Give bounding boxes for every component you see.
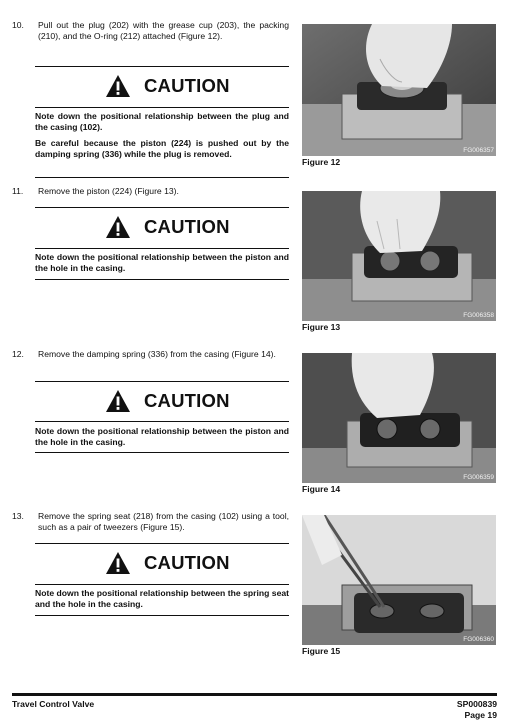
divider (35, 66, 289, 67)
caution-header (35, 549, 289, 583)
figure-code: FG006357 (463, 147, 494, 154)
warning-icon (105, 551, 131, 575)
caution-label: CAUTION (144, 552, 230, 573)
divider (35, 543, 289, 544)
caution-header (35, 387, 289, 421)
figure-caption: Figure 13 (302, 322, 341, 332)
figure-caption: Figure 14 (302, 484, 341, 494)
divider (35, 177, 289, 178)
step-text: Remove the piston (224) (Figure 13). (38, 186, 179, 196)
caution-note: Note down the positional relationship between the plug and the casing (102). (35, 111, 289, 132)
caution-note: Note down the positional relationship between the piston and the hole in the casing. (35, 252, 289, 273)
divider (35, 107, 289, 108)
divider (35, 452, 289, 453)
page-number: Page 19 (464, 710, 497, 720)
caution-header (35, 213, 289, 247)
figure-photo (302, 24, 496, 156)
divider (35, 207, 289, 208)
figure-caption: Figure 12 (302, 157, 341, 167)
caution-label: CAUTION (144, 216, 230, 237)
figure-code: FG006358 (463, 312, 494, 319)
divider (35, 584, 289, 585)
figure-caption: Figure 15 (302, 646, 341, 656)
figure-code: FG006359 (463, 474, 494, 481)
step-number: 12. (12, 349, 24, 359)
figure-code: FG006360 (463, 636, 494, 643)
divider (35, 421, 289, 422)
footer-section-title: Travel Control Valve (12, 699, 95, 709)
divider (35, 279, 289, 280)
step-text: Pull out the plug (202) with the grease cup (203), the packing (210), and the O-ring (212) attached (Figure 12). (38, 20, 289, 41)
warning-icon (105, 74, 131, 98)
step-text: Remove the damping spring (336) from the casing (Figure 14). (38, 349, 276, 359)
step-number: 11. (12, 186, 24, 196)
caution-note: Note down the positional relationship between the spring seat and the hole in the casing. (35, 588, 289, 609)
caution-note: Note down the positional relationship between the piston and the hole in the casing. (35, 426, 289, 447)
figure-photo (302, 353, 496, 483)
figure-photo (302, 515, 496, 645)
warning-icon (105, 389, 131, 413)
document-id: SP000839 (456, 699, 497, 709)
step-text: Remove the spring seat (218) from the casing (102) using a tool, such as a pair of tweezers (Figure 15). (38, 511, 289, 532)
step-number: 13. (12, 511, 24, 521)
divider (35, 615, 289, 616)
divider (35, 248, 289, 249)
divider (35, 381, 289, 382)
footer-page-info (457, 699, 497, 721)
figure-photo (302, 191, 496, 321)
caution-label: CAUTION (144, 390, 230, 411)
caution-note: Be careful because the piston (224) is pushed out by the damping spring (336) while the plug is removed. (35, 138, 289, 159)
caution-label: CAUTION (144, 75, 230, 96)
footer-rule (12, 693, 497, 696)
caution-header (35, 72, 289, 106)
step-number: 10. (12, 20, 24, 30)
warning-icon (105, 215, 131, 239)
